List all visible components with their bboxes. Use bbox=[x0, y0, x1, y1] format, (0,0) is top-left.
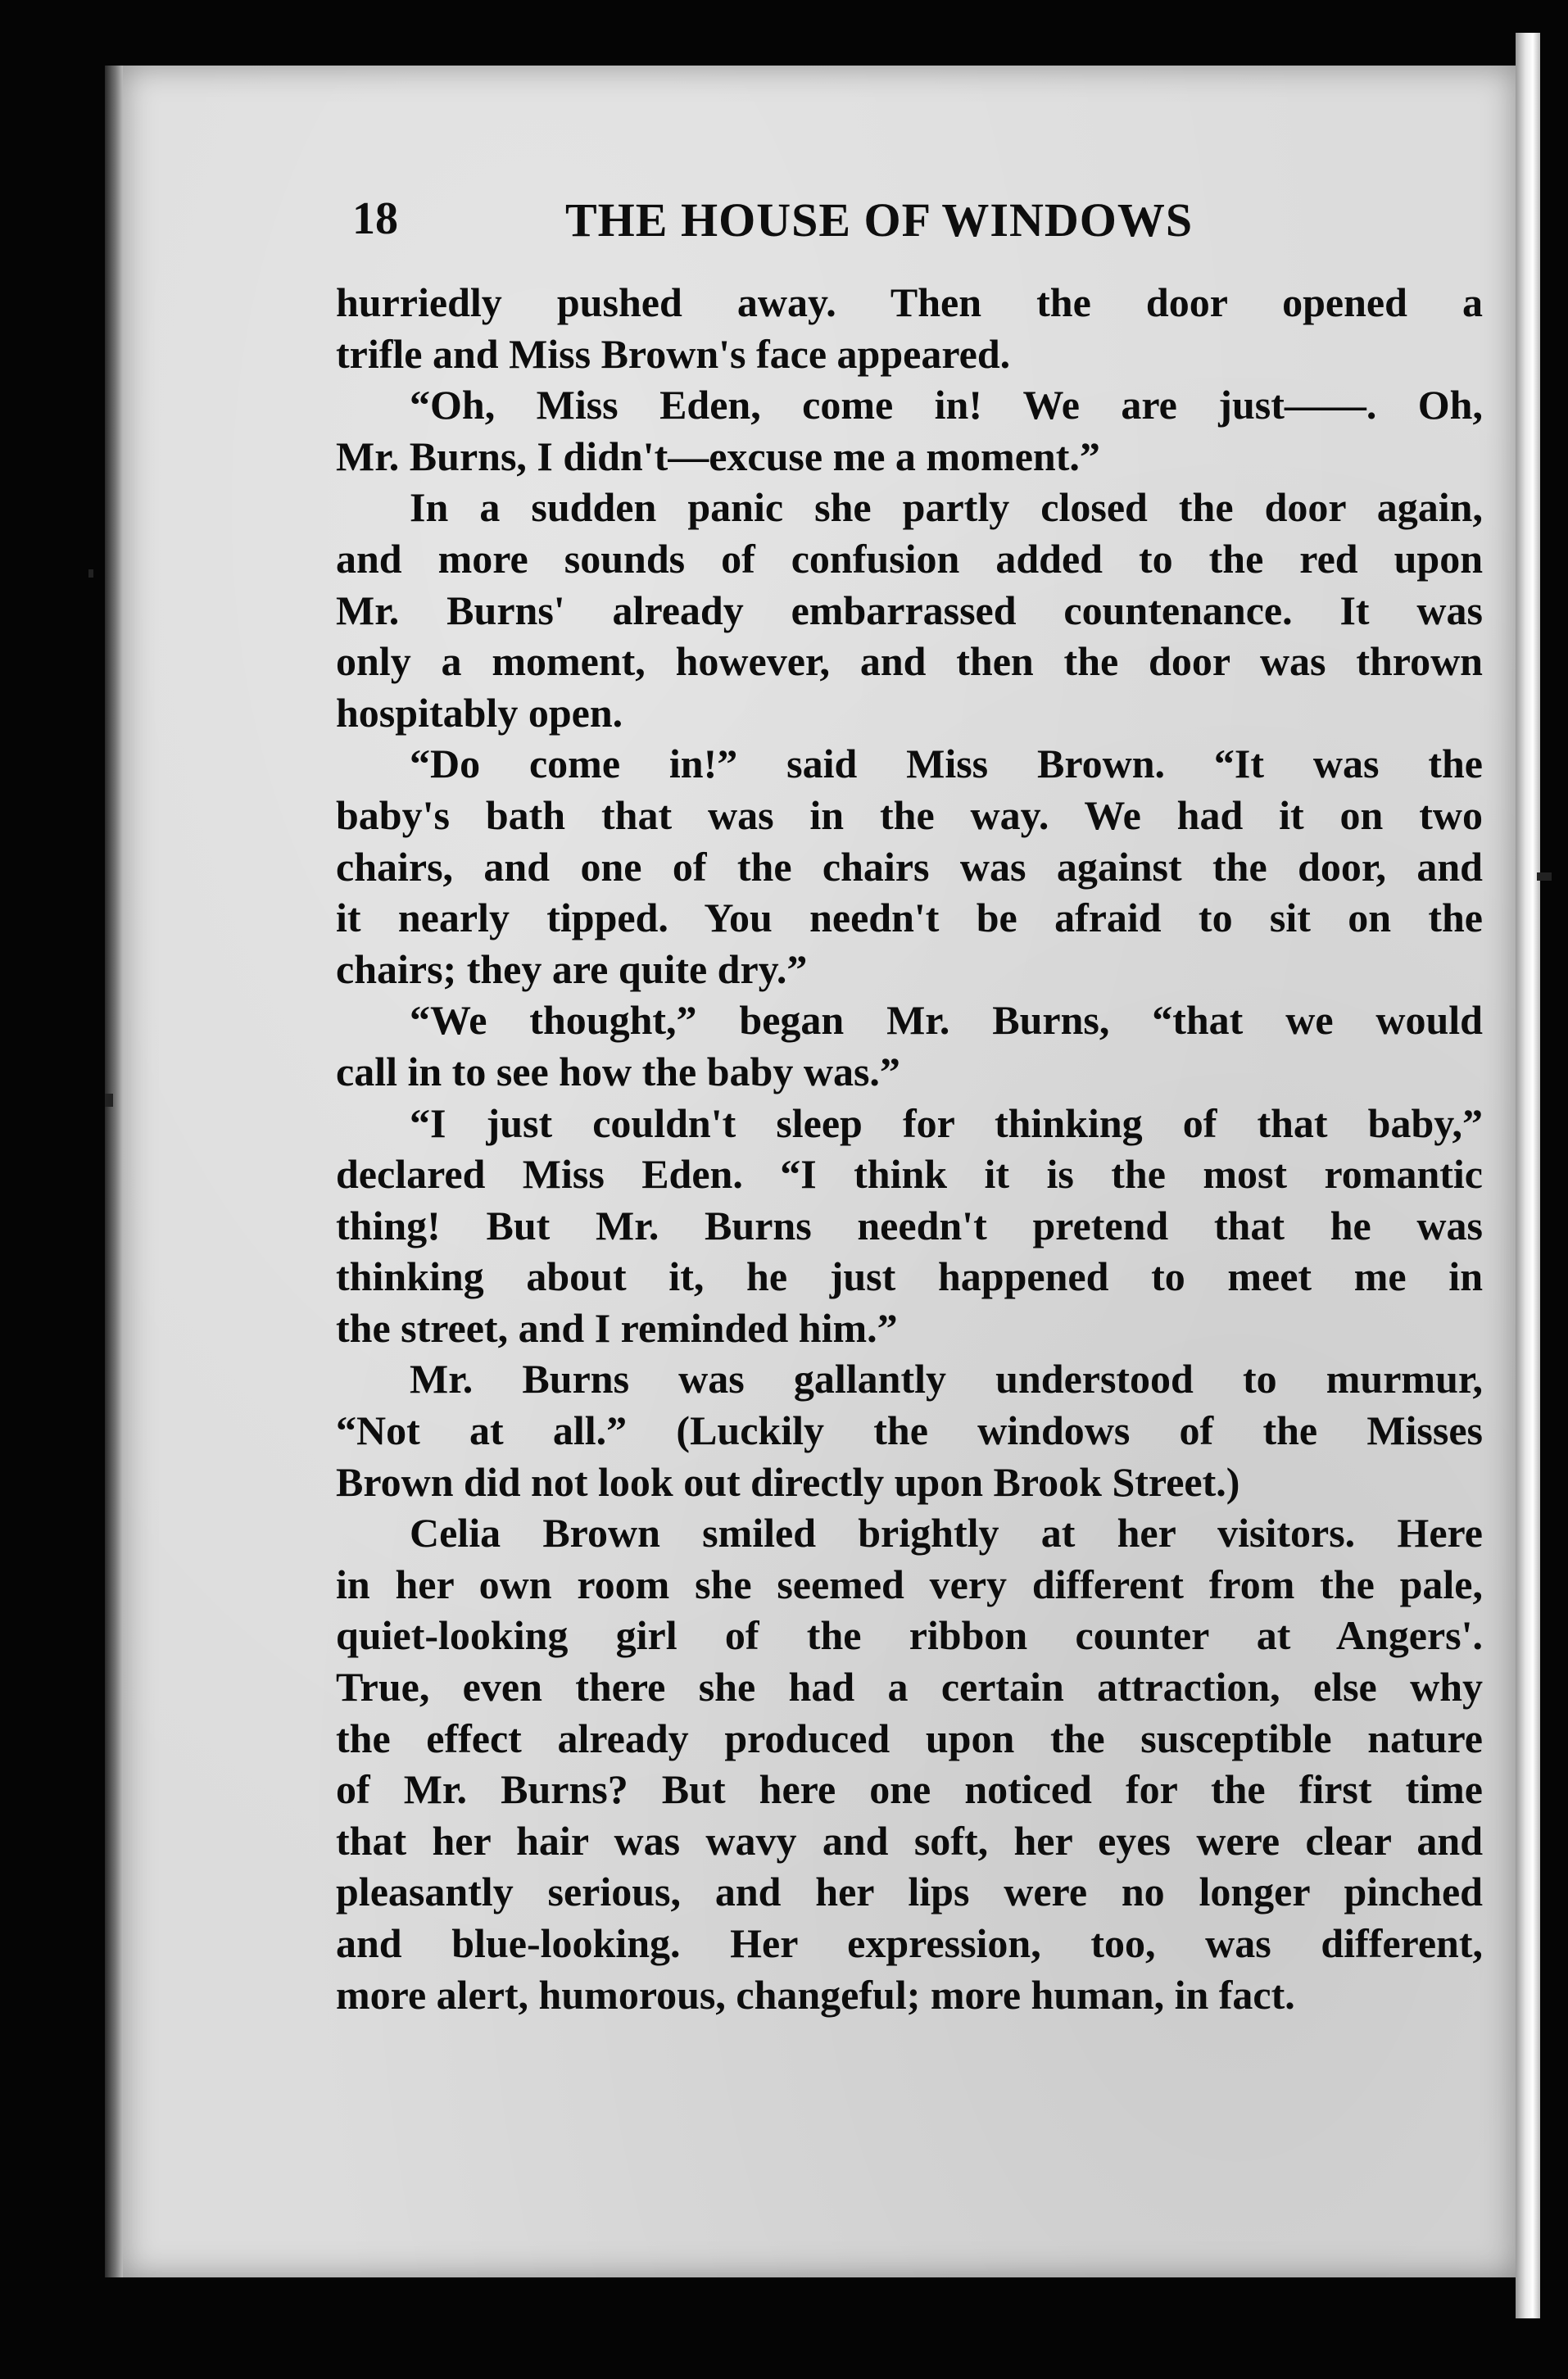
page-header bbox=[352, 193, 1499, 258]
text-line: the effect already produced upon the susceptible nature bbox=[336, 1715, 1483, 1761]
text-line: and more sounds of confusion added to the red upon bbox=[336, 535, 1483, 582]
scan-speck bbox=[105, 1094, 113, 1107]
text-line: “We thought,” began Mr. Burns, “that we would bbox=[410, 997, 1483, 1044]
text-line: Mr. Burns was gallantly understood to murmur, bbox=[410, 1356, 1483, 1402]
paragraph bbox=[336, 1507, 1483, 2020]
text-line: that her hair was wavy and soft, her eyes were clear and bbox=[336, 1817, 1483, 1864]
page-edge-right bbox=[1516, 33, 1540, 2318]
paragraph bbox=[336, 482, 1483, 738]
text-line: the street, and I reminded him.” bbox=[336, 1304, 898, 1351]
text-line: call in to see how the baby was.” bbox=[336, 1048, 900, 1094]
text-line: True, even there she had a certain attraction, else why bbox=[336, 1664, 1483, 1711]
book-spine-edge bbox=[105, 66, 123, 2277]
text-line: pleasantly serious, and her lips were no longer pinched bbox=[336, 1869, 1483, 1915]
text-line: only a moment, however, and then the door was thrown bbox=[336, 638, 1483, 685]
running-head: THE HOUSE OF WINDOWS bbox=[565, 193, 1194, 247]
paragraph bbox=[336, 1353, 1483, 1507]
text-line: thing! But Mr. Burns needn't pretend that he was bbox=[336, 1202, 1483, 1248]
paragraph bbox=[336, 738, 1483, 995]
text-line: chairs; they are quite dry.” bbox=[336, 945, 808, 992]
text-line: Mr. Burns, I didn't—excuse me a moment.” bbox=[336, 433, 1100, 479]
text-line: of Mr. Burns? But here one noticed for the first time bbox=[336, 1766, 1483, 1813]
body-text bbox=[336, 277, 1483, 2020]
text-line: “Do come in!” said Miss Brown. “It was the bbox=[410, 741, 1483, 787]
text-line: chairs, and one of the chairs was against the door, and bbox=[336, 843, 1483, 890]
text-line: in her own room she seemed very different from the pale, bbox=[336, 1561, 1483, 1607]
text-line: “I just couldn't sleep for thinking of that baby,” bbox=[410, 1099, 1483, 1146]
text-line: thinking about it, he just happened to meet me in bbox=[336, 1253, 1483, 1300]
text-line: hospitably open. bbox=[336, 689, 623, 736]
text-line: In a sudden panic she partly closed the door again, bbox=[410, 484, 1483, 531]
scan-speck bbox=[88, 569, 93, 578]
text-line: hurriedly pushed away. Then the door opened a bbox=[336, 279, 1483, 325]
text-line: quiet-looking girl of the ribbon counter at Angers'. bbox=[336, 1612, 1483, 1659]
text-line: “Oh, Miss Eden, come in! We are just——. Oh, bbox=[410, 382, 1483, 428]
text-line: and blue-looking. Her expression, too, was different, bbox=[336, 1920, 1483, 1966]
paragraph bbox=[336, 379, 1483, 482]
page-number: 18 bbox=[352, 193, 398, 244]
text-line: trifle and Miss Brown's face appeared. bbox=[336, 330, 1011, 377]
paragraph bbox=[336, 1098, 1483, 1354]
text-line: declared Miss Eden. “I think it is the most romantic bbox=[336, 1151, 1483, 1198]
text-line: Mr. Burns' already embarrassed countenance. It was bbox=[336, 587, 1483, 633]
scan-speck bbox=[1537, 872, 1552, 881]
paragraph bbox=[336, 277, 1483, 379]
paragraph bbox=[336, 995, 1483, 1097]
text-line: baby's bath that was in the way. We had it on two bbox=[336, 791, 1483, 838]
text-line: more alert, humorous, changeful; more human, in fact. bbox=[336, 1971, 1295, 2018]
text-line: it nearly tipped. You needn't be afraid to sit on the bbox=[336, 895, 1483, 941]
text-line: Brown did not look out directly upon Brook Street.) bbox=[336, 1458, 1240, 1505]
text-line: Celia Brown smiled brightly at her visitors. Here bbox=[410, 1510, 1483, 1557]
text-line: “Not at all.” (Luckily the windows of the Misses bbox=[336, 1407, 1483, 1454]
